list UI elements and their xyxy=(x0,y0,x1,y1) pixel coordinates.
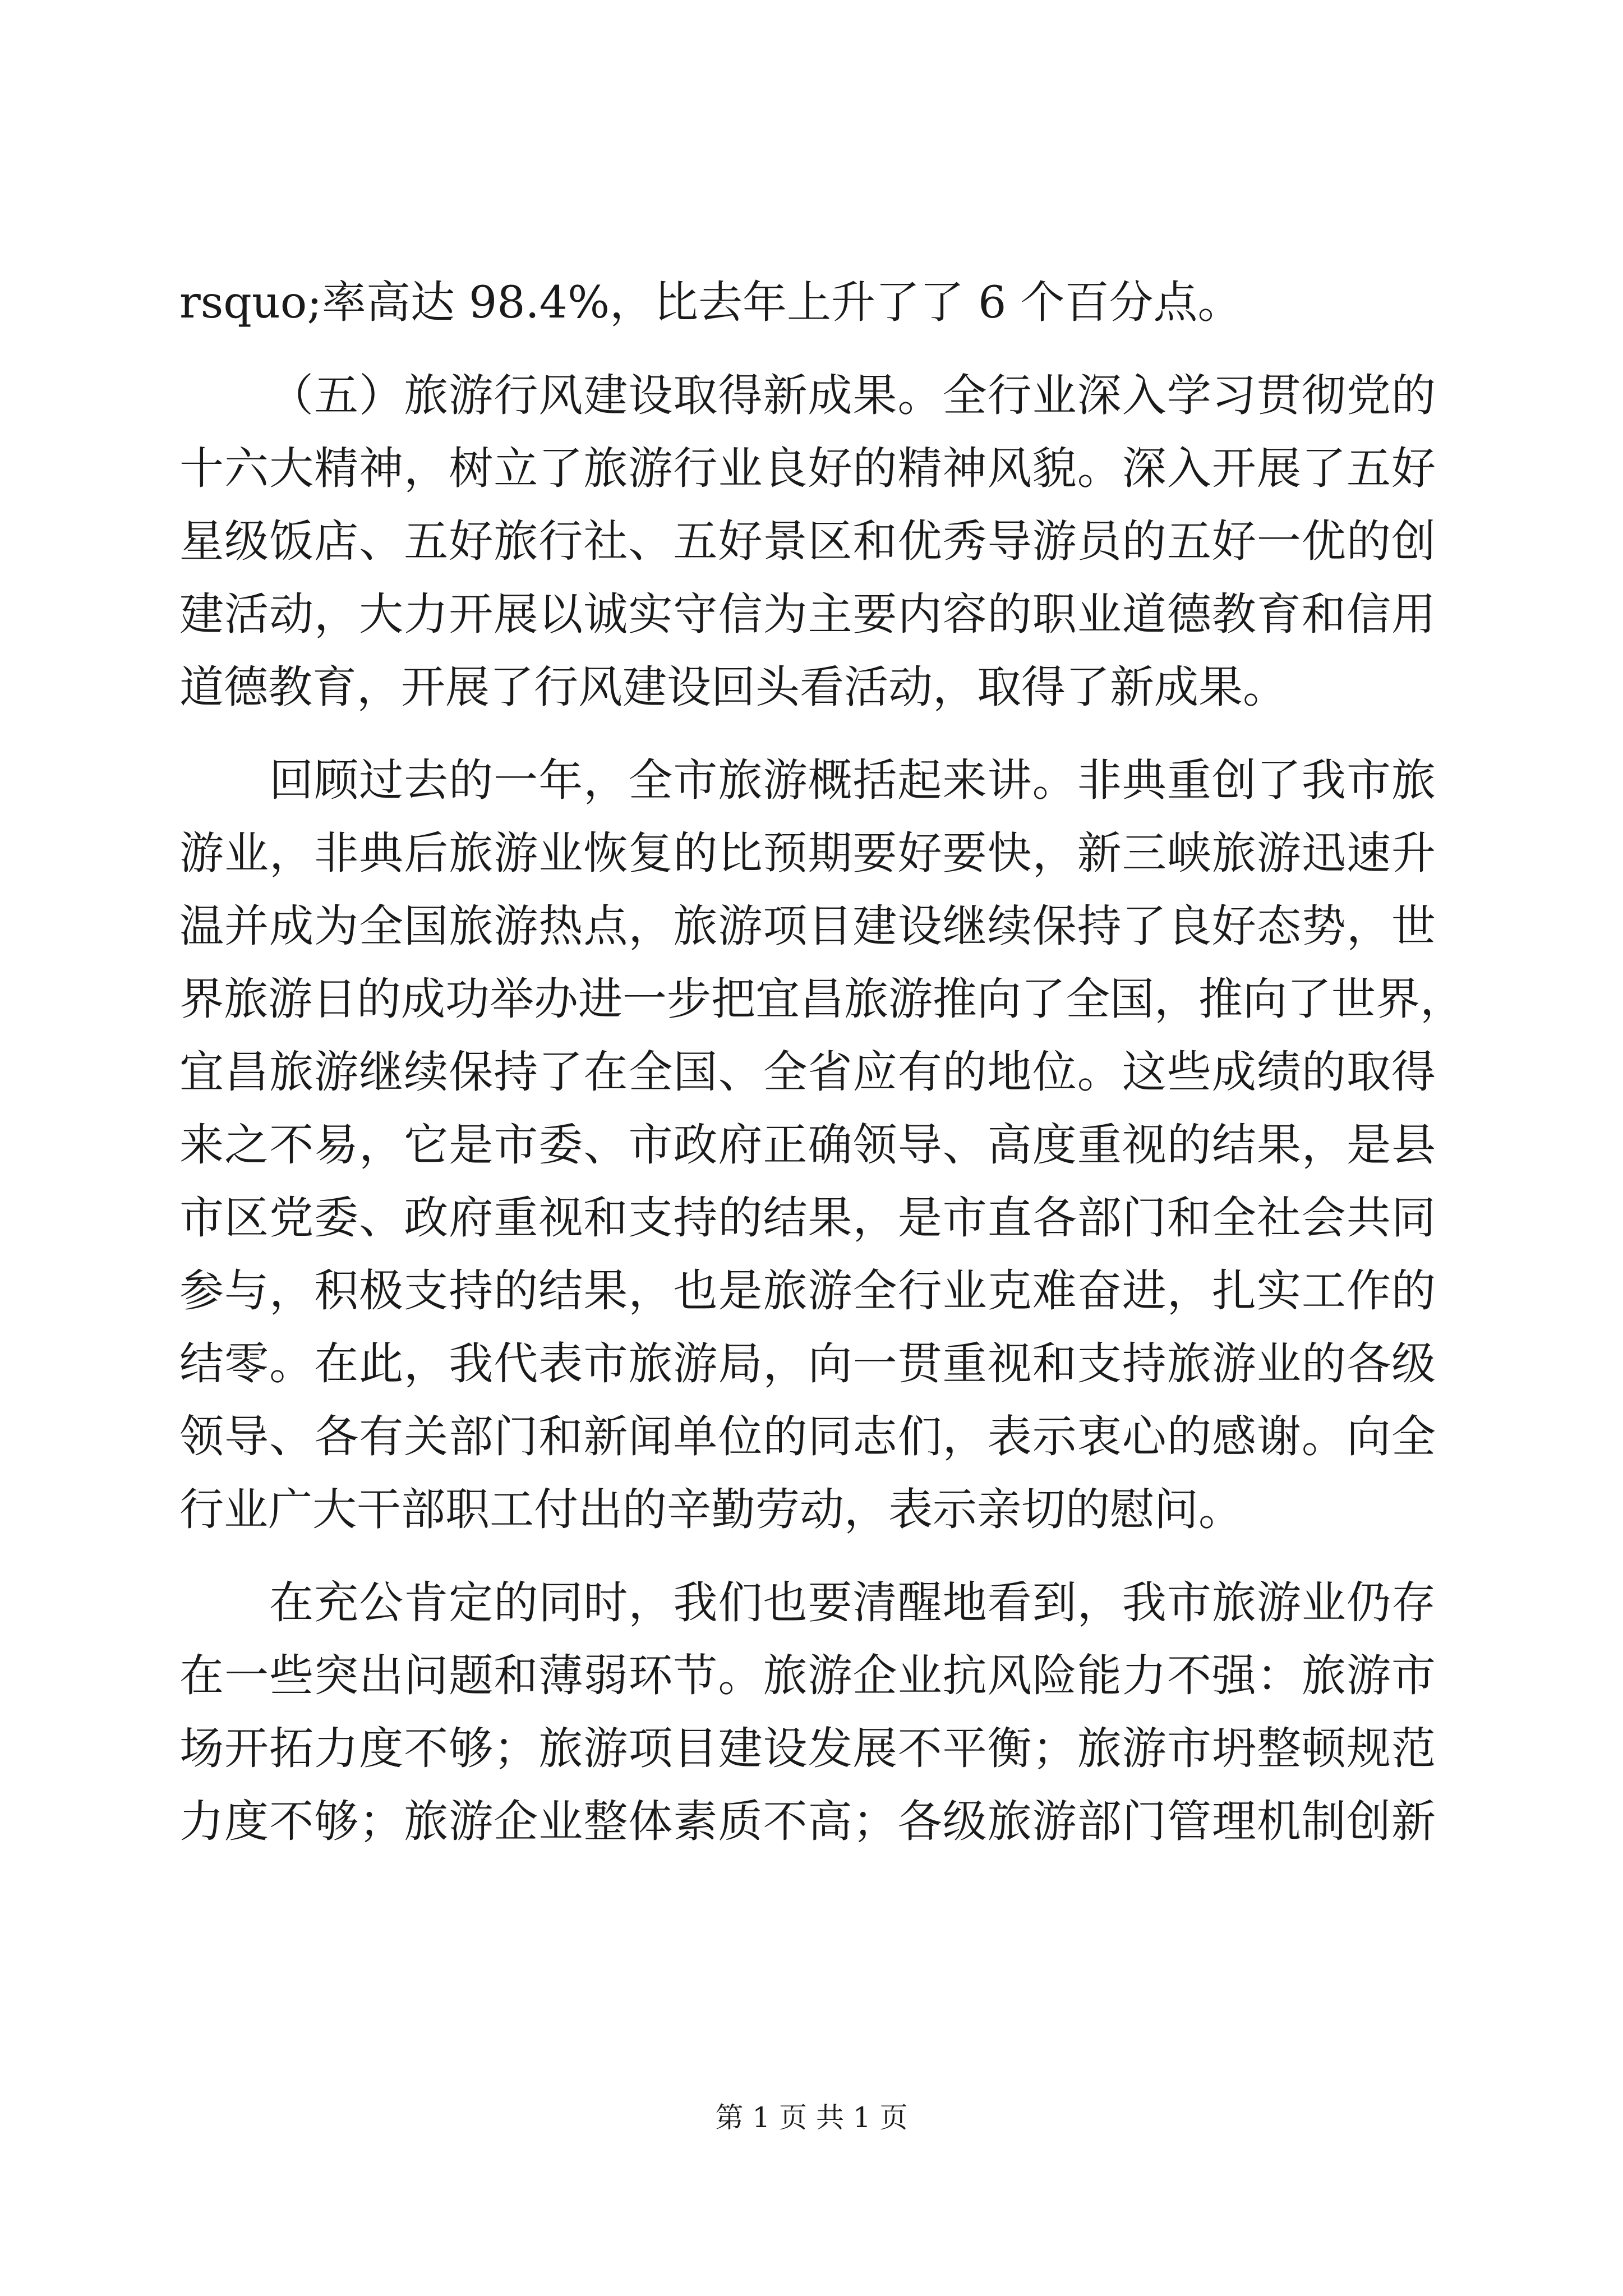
paragraph xyxy=(179,359,1436,724)
paragraph xyxy=(179,744,1464,1546)
text-line: 来之不易，它是市委、市政府正确领导、高度重视的结果，是县 xyxy=(179,1119,1436,1171)
text-line: 在充公肯定的同时，我们也要清醒地看到，我市旅游业仍存 xyxy=(269,1577,1436,1628)
text-line: 参与，积极支持的结果，也是旅游全行业克难奋进，扎实工作的 xyxy=(179,1265,1436,1317)
text-line: 建活动，大力开展以诚实守信为主要内容的职业道德教育和信用 xyxy=(179,588,1436,640)
text-line: （五）旅游行风建设取得新成果。全行业深入学习贯彻党的 xyxy=(269,370,1436,421)
text-line: 结零。在此，我代表市旅游局，向一贯重视和支持旅游业的各级 xyxy=(179,1338,1436,1389)
page-footer xyxy=(0,2098,1623,2137)
text-line: 行业广大干部职工付出的辛勤劳动，表示亲切的慰问。 xyxy=(179,1484,1243,1535)
text-line: 十六大精神，树立了旅游行业良好的精神风貌。深入开展了五好 xyxy=(179,443,1436,494)
page-number-label: 第 1 页 共 1 页 xyxy=(715,2101,908,2134)
text-line: 星级饭店、五好旅行社、五好景区和优秀导游员的五好一优的创 xyxy=(179,516,1436,567)
text-line: 场开拓力度不够；旅游项目建设发展不平衡；旅游市坍整顿规范 xyxy=(179,1723,1436,1774)
paragraph xyxy=(179,266,1436,339)
text-line: 在一些突出问题和薄弱环节。旅游企业抗风险能力不强：旅游市 xyxy=(179,1650,1436,1701)
text-line: 宜昌旅游继续保持了在全国、全省应有的地位。这些成绩的取得 xyxy=(179,1046,1436,1098)
document-body xyxy=(179,266,1464,1858)
text-line: 界旅游日的成功举办进一步把宜昌旅游推向了全国，推向了世界， xyxy=(179,973,1464,1025)
text-line: 温并成为全国旅游热点，旅游项目建设继续保持了良好态势，世 xyxy=(179,900,1436,952)
text-line: 市区党委、政府重视和支持的结果，是市直各部门和全社会共同 xyxy=(179,1192,1436,1244)
paragraph-gap xyxy=(179,339,1436,359)
text-line: 领导、各有关部门和新闻单位的同志们，表示衷心的感谢。向全 xyxy=(179,1411,1436,1462)
text-line: 道德教育，开展了行风建设回头看活动，取得了新成果。 xyxy=(179,661,1287,713)
text-line: 游业，非典后旅游业恢复的比预期要好要快，新三峡旅游迅速升 xyxy=(179,827,1436,879)
paragraph-gap xyxy=(179,724,1436,744)
text-line: 回顾过去的一年，全市旅游概括起来讲。非典重创了我市旅 xyxy=(269,754,1436,806)
paragraph-gap xyxy=(179,1546,1436,1566)
text-line: 力度不够；旅游企业整体素质不高；各级旅游部门管理机制创新 xyxy=(179,1796,1436,1847)
paragraph xyxy=(179,1566,1436,1858)
text-line: rsquo;率高达 98.4%，比去年上升了了 6 个百分点。 xyxy=(179,277,1242,328)
